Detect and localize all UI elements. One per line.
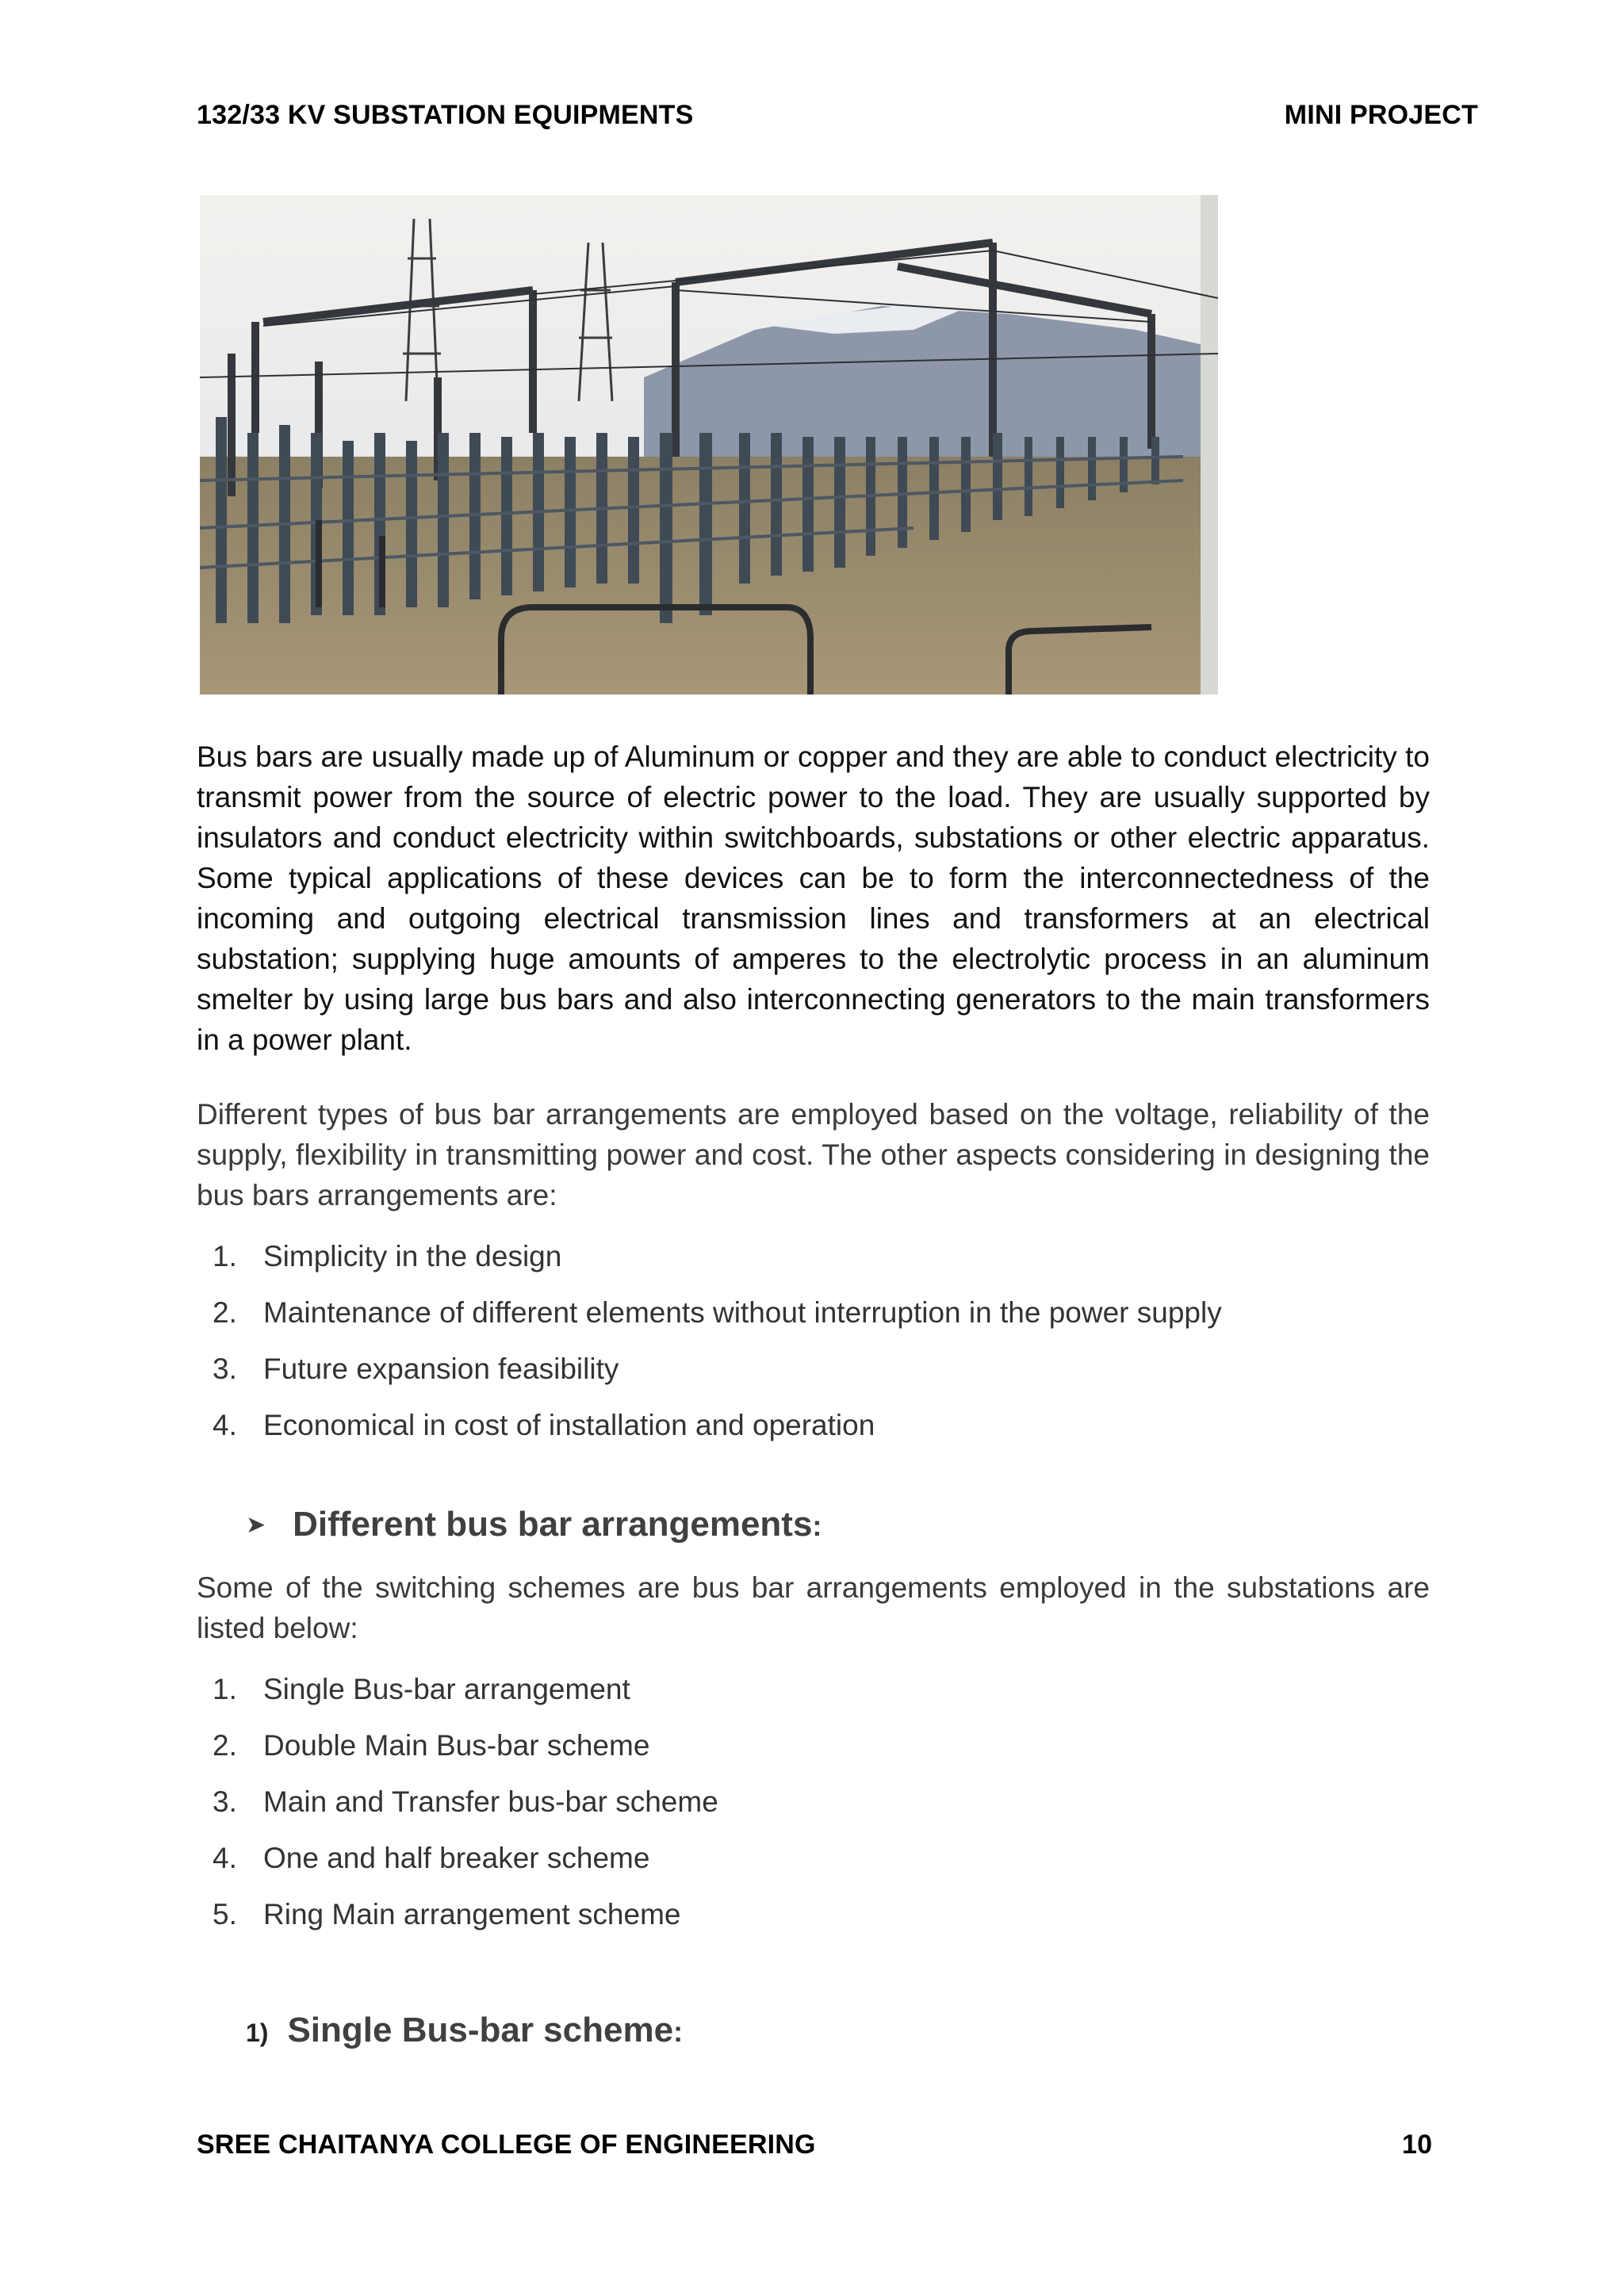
list-item: 3. Main and Transfer bus-bar scheme — [213, 1785, 718, 1818]
section-heading: ➤ Different bus bar arrangements : — [246, 1505, 822, 1544]
list-item: 3. Future expansion feasibility — [213, 1353, 619, 1385]
list-item: 5. Ring Main arrangement scheme — [213, 1898, 681, 1931]
design-aspects-list — [213, 1237, 1222, 1462]
busbar-intro-paragraph: Bus bars are usually made up of Aluminum or copper and they are able to conduct electricity to transmit power from the source of electric power to the load. They are usually supported by insulators and conduct electricity within switchboards, substations or other electric apparatus. Some typical applications of these devices can be to form the interconnectedness of the incoming and outgoing electrical transmission lines and transformers at an electrical substation; supplying huge amounts of amperes to the electrolytic process in an aluminum smelter by using large bus bars and also interconnecting generators to the main transformers in a power plant. — [197, 740, 1430, 1056]
list-item: 1. Simplicity in the design — [213, 1240, 562, 1272]
list-item: 4. Economical in cost of installation and operation — [213, 1409, 875, 1441]
busbar-arrangements-list — [213, 1670, 718, 1951]
substation-photo — [200, 195, 1218, 695]
page-number: 10 — [1402, 2130, 1433, 2160]
subsection-heading: 1) Single Bus-bar scheme : — [246, 2011, 684, 2049]
footer-college-name: SREE CHAITANYA COLLEGE OF ENGINEERING — [197, 2130, 816, 2160]
arrangement-criteria-paragraph: Different types of bus bar arrangements are employed based on the voltage, reliability of the supply, flexibility in transmitting power and cost. The other aspects considering in designing the bus bars arrangements are: — [197, 1098, 1430, 1211]
arrow-bullet-icon: ➤ — [246, 1512, 266, 1538]
list-item: 4. One and half breaker scheme — [213, 1842, 650, 1874]
switching-schemes-paragraph: Some of the switching schemes are bus bar arrangements employed in the substations are listed below: — [197, 1571, 1430, 1644]
list-item: 2. Double Main Bus-bar scheme — [213, 1729, 650, 1762]
list-item: 2. Maintenance of different elements without interruption in the power supply — [213, 1296, 1222, 1329]
list-item: 1. Single Bus-bar arrangement — [213, 1673, 630, 1705]
header-project-label: MINI PROJECT — [1284, 100, 1478, 130]
header-title: 132/33 KV SUBSTATION EQUIPMENTS — [197, 100, 694, 130]
